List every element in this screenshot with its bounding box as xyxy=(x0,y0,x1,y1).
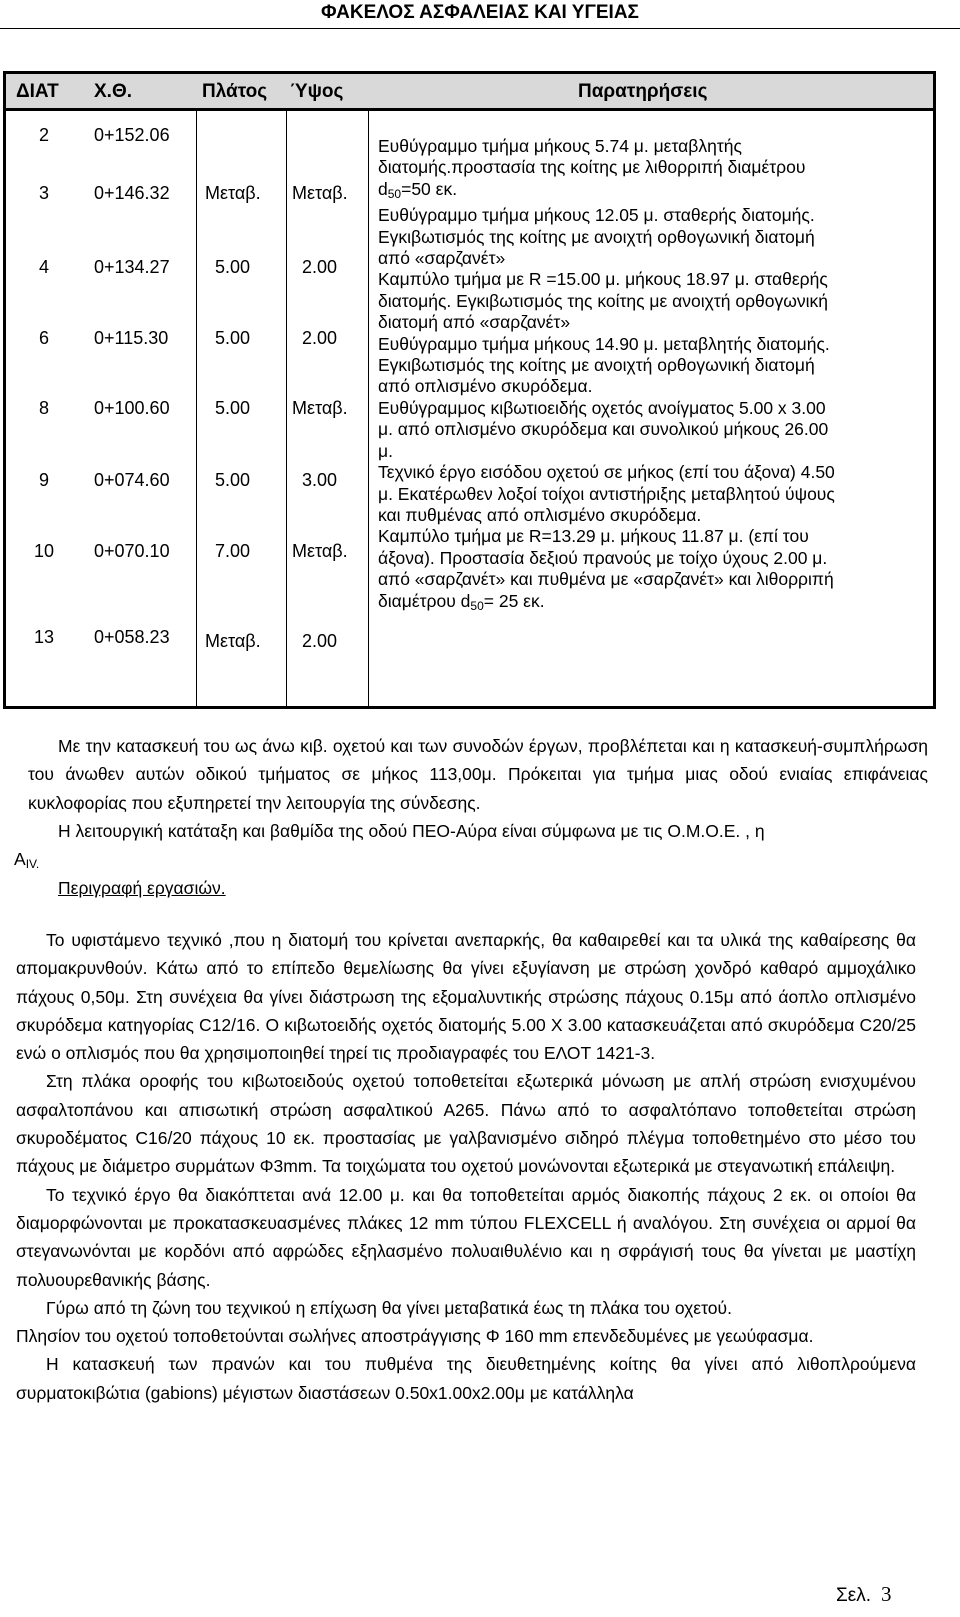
header-rule xyxy=(0,28,960,29)
intro-section xyxy=(14,732,928,878)
remark-line: μ. xyxy=(378,440,393,461)
remark-line: διατομή από «σαρζανέτ» xyxy=(378,312,571,333)
row-xth: 0+152.06 xyxy=(94,125,170,145)
row-diat: 3 xyxy=(39,183,50,203)
row-width: 5.00 xyxy=(215,257,251,277)
remark-line: μ. Εκατέρωθεν λοξοί τοίχοι αντιστήριξης μεταβλητού ύψους xyxy=(378,483,835,504)
col-header-xth: Χ.Θ. xyxy=(94,81,133,102)
row-width: 5.00 xyxy=(215,470,251,490)
paragraph: Το τεχνικό έργο θα διακόπτεται ανά 12.00 μ. και θα τοποθετείται αρμός διακοπής πάχους 2 εκ. οι οποίοι θα διαμορφώνονται με προκατασκευασμένες πλάκες 12 mm τύπου FLEXCELL ή αναλόγου. Στη συνέχεια οι αρμοί θα στεγανωνόνται με κορδόνι από αφρώδες εξηλασμένο πολυαιθυλένιο και η σφράγισή τους θα γίνεται με μαστίχη πολυουρεθανικής βάσης. xyxy=(16,1184,916,1290)
row-width: 7.00 xyxy=(215,541,251,561)
paragraph: Με την κατασκευή του ως άνω κιβ. οχετού και των συνοδών έργων, προβλέπεται και η κατασκευή-συμπλήρωση του άνωθεν αυτών οδικού τμήματος σε μήκος 113,00μ. Πρόκειται για τμήμα μιας οδού ενιαίας επιφάνειας κυκλοφορίας που εξυπηρετεί την λειτουργία της σύνδεσης. xyxy=(28,736,928,813)
remark-line: Ευθύγραμμο τμήμα μήκους 12.05 μ. σταθερής διατομής. xyxy=(378,205,815,226)
works-description xyxy=(16,926,916,1407)
row-xth: 0+074.60 xyxy=(94,470,170,490)
d-subscript: 50 xyxy=(387,186,402,201)
row-width: 5.00 xyxy=(215,398,251,418)
remark-line: από οπλισμένο σκυρόδεμα. xyxy=(378,376,593,397)
remark-line: από «σαρζανέτ» και πυθμένα με «σαρζανέτ» και λιθορριπή xyxy=(378,569,834,590)
row-diat: 13 xyxy=(34,627,55,647)
remark-line: $d_{50}=50$ εκ. xyxy=(378,178,458,201)
row-width: 5.00 xyxy=(215,328,251,348)
works-description-heading-wrap xyxy=(28,874,928,902)
remark-line: Ευθύγραμμος κιβωτιοειδής οχετός ανοίγματος 5.00 x 3.00 xyxy=(378,397,826,418)
remark-line: μ. από οπλισμένο σκυρόδεμα και συνολικού μήκους 26.00 xyxy=(378,419,829,440)
paragraph: Γύρω από τη ζώνη του τεχνικού η επίχωση θα γίνει μεταβατικά έως τη πλάκα του οχετού. xyxy=(46,1297,732,1318)
paragraph: Η λειτουργική κατάταξη και βαθμίδα της οδού ΠΕΟ-Αύρα είναι σύμφωνα με τις Ο.Μ.Ο.Ε. , η xyxy=(58,820,765,841)
paragraph: Στη πλάκα οροφής του κιβωτοειδούς οχετού τοποθετείται εξωτερικά μόνωση με απλή στρώση ενισχυμένου ασφαλτοπάνου και απισωτική στρώση ασφαλτικού Α265. Πάνω από το ασφαλτόπανο τοποθετείται στρώση σκυροδέματος C16/20 πάχους 10 εκ. προστασίας με γαλβανισμένο σιδηρό πλέγμα τοποθετημένο στο μέσο του πάχους με διάμετρο συρμάτων Φ3mm. Τα τοιχώματα του οχετού μονώνονται εξωτερικά με στεγανωτική επάλειψη. xyxy=(16,1071,916,1177)
remark-line: από «σαρζανέτ» xyxy=(378,248,506,269)
row-height: 2.00 xyxy=(302,257,338,277)
row-width: Μεταβ. xyxy=(205,183,261,203)
row-height: Μεταβ. xyxy=(292,541,348,561)
d-symbol: d xyxy=(378,178,388,199)
col-header-width: Πλάτος xyxy=(202,81,268,102)
table-divider xyxy=(368,111,369,706)
row-height: 2.00 xyxy=(302,631,338,651)
paragraph: Η κατασκευή των πρανών και του πυθμένα της διευθετημένης κοίτης θα γίνει από λιθοπλρούμενα συρματοκιβώτια (gabions) μέγιστων διαστάσεων 0.50x1.00x2.00μ με κατάλληλα xyxy=(16,1354,916,1403)
remark-line: Ευθύγραμμο τμήμα μήκους 14.90 μ. μεταβλητής διατομής. xyxy=(378,333,830,354)
col-header-height: Ύψος xyxy=(290,81,344,102)
row-xth: 0+100.60 xyxy=(94,398,170,418)
table-header xyxy=(6,74,933,111)
table-divider xyxy=(286,111,287,706)
table-divider xyxy=(196,111,197,706)
remark-line: διατομής.προστασία της κοίτης με λιθορριπή διαμέτρου xyxy=(378,157,806,178)
row-xth: 0+134.27 xyxy=(94,257,170,277)
remark-line: Καμπύλο τμήμα με R=13.29 μ. μήκους 11.87 μ. (επί του xyxy=(378,526,809,547)
row-xth: 0+146.32 xyxy=(94,183,170,203)
remark-line: Ευθύγραμμο τμήμα μήκους 5.74 μ. μεταβλητής xyxy=(378,136,742,156)
remark-line: Καμπύλο τμήμα με R =15.00 μ. μήκους 18.97 μ. σταθερής xyxy=(378,269,828,290)
remark-line: και πυθμένας από οπλισμένο σκυρόδεμα. xyxy=(378,504,702,525)
col-header-remarks: Παρατηρήσεις xyxy=(578,81,708,102)
remark-line: Εγκιβωτισμός της κοίτης με ανοιχτή ορθογωνική διατομή xyxy=(378,355,815,376)
row-diat: 8 xyxy=(39,398,50,418)
remark-line: διατομής. Εγκιβωτισμός της κοίτης με ανοιχτή ορθογωνική xyxy=(378,290,829,311)
remark-line: Εγκιβωτισμός της κοίτης με ανοιχτή ορθογωνική διατομή xyxy=(378,226,815,247)
remarks-column xyxy=(378,136,938,617)
row-xth: 0+115.30 xyxy=(94,328,169,348)
document-header-title: ΦΑΚΕΛΟΣ ΑΣΦΑΛΕΙΑΣ ΚΑΙ ΥΓΕΙΑΣ xyxy=(321,2,639,23)
row-diat: 4 xyxy=(39,257,50,277)
row-height: Μεταβ. xyxy=(292,398,348,418)
paragraph: Πλησίον του οχετού τοποθετούνται σωλήνες αποστράγγισης Φ 160 mm επενδεδυμένες με γεωύφασμα. xyxy=(16,1326,814,1347)
row-diat: 9 xyxy=(39,470,50,490)
row-xth: 0+070.10 xyxy=(94,541,170,561)
row-diat: 6 xyxy=(39,328,50,348)
row-height: 2.00 xyxy=(302,328,338,348)
row-diat: 10 xyxy=(34,541,55,561)
row-height: Μεταβ. xyxy=(292,183,348,203)
section-heading: Περιγραφή εργασιών. xyxy=(58,878,226,898)
row-diat: 2 xyxy=(39,125,50,145)
road-class: $A_{IV.}$ xyxy=(14,849,40,872)
remark-line: διαμέτρου $d_{50}= 25$ εκ. xyxy=(378,590,545,613)
row-height: 3.00 xyxy=(302,470,338,490)
page-number: Σελ. 3 xyxy=(836,1582,892,1606)
remark-line: Τεχνικό έργο εισόδου οχετού σε μήκος (επί του άξονα) 4.50 xyxy=(378,462,835,483)
row-xth: 0+058.23 xyxy=(94,627,170,647)
row-width: Μεταβ. xyxy=(205,631,261,651)
col-header-diat: ΔΙΑΤ xyxy=(16,81,59,102)
paragraph: Το υφιστάμενο τεχνικό ,που η διατομή του κρίνεται ανεπαρκής, θα καθαιρεθεί και τα υλικά της καθαίρεσης θα απομακρυνθούν. Κάτω από το επίπεδο θεμελίωσης θα γίνει εξυγίανση με στρώση χονδρό καθαρό αμμοχάλικο πάχους 0,50μ. Στη συνέχεια θα γίνει διάστρωση της εξομαλυντικής στρώσης πάχους 0.15μ από άοπλο οπλισμένο σκυρόδεμα κατηγορίας C12/16. Ο κιβωτοειδής οχετός διατομής 5.00 Χ 3.00 κατασκευάζεται από σκυρόδεμα C20/25 ενώ ο οπλισμός που θα χρησιμοποιηθεί τηρεί τις προδιαγραφές του ΕΛΟΤ 1421-3. xyxy=(16,930,916,1064)
remark-line: άξονα). Προστασία δεξιού πρανούς με τοίχο ύχους 2.00 μ. xyxy=(378,547,828,568)
